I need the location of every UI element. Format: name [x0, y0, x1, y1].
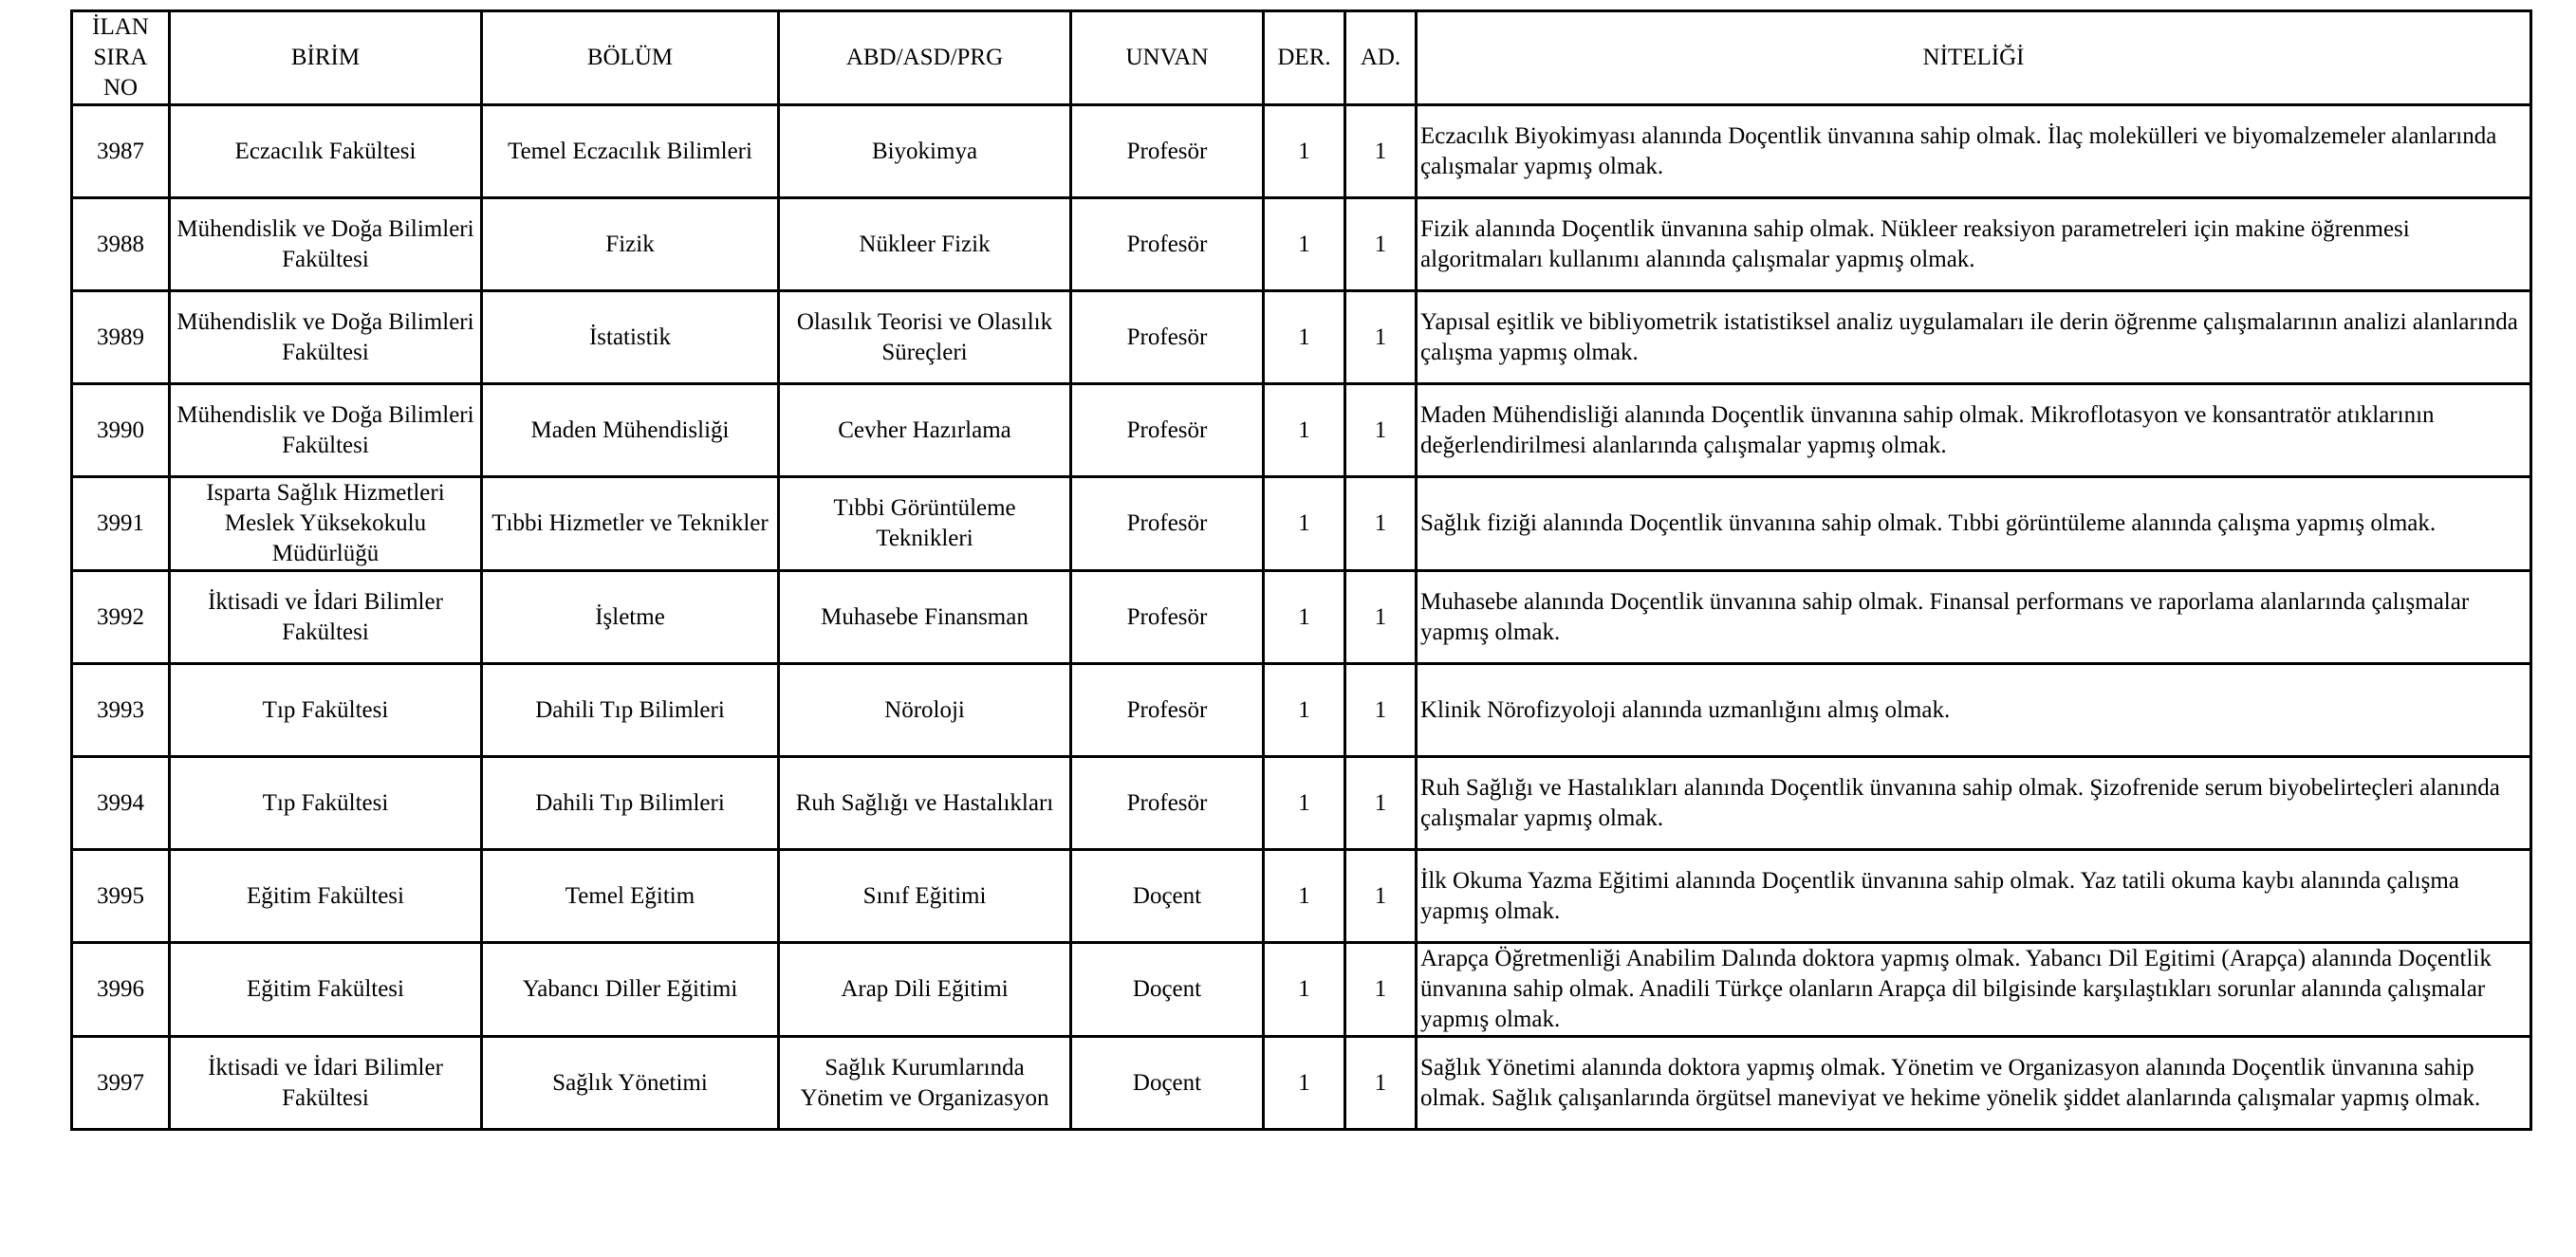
- cell-unvan: Profesör: [1071, 757, 1264, 850]
- cell-bolum: Sağlık Yönetimi: [482, 1037, 779, 1130]
- cell-unvan: Profesör: [1071, 105, 1264, 198]
- cell-birim: Isparta Sağlık Hizmetleri Meslek Yüksekokulu Müdürlüğü: [170, 477, 482, 571]
- cell-nitelik: Muhasebe alanında Doçentlik ünvanına sahip olmak. Finansal performans ve raporlama alanlarında çalışmalar yapmış olmak.: [1417, 571, 2531, 664]
- cell-ad: 1: [1345, 384, 1417, 477]
- cell-bolum: Temel Eğitim: [482, 850, 779, 943]
- cell-abd: Muhasebe Finansman: [779, 571, 1071, 664]
- cell-abd: Sınıf Eğitimi: [779, 850, 1071, 943]
- cell-ilan-no: 3992: [72, 571, 170, 664]
- cell-ad: 1: [1345, 571, 1417, 664]
- table-row: [72, 664, 2531, 757]
- table-row: [72, 198, 2531, 291]
- table-row: [72, 105, 2531, 198]
- cell-nitelik: Eczacılık Biyokimyası alanında Doçentlik ünvanına sahip olmak. İlaç molekülleri ve biyomalzemeler alanlarında çalışmalar yapmış olmak.: [1417, 105, 2531, 198]
- cell-ilan-no: 3993: [72, 664, 170, 757]
- cell-abd: Olasılık Teorisi ve Olasılık Süreçleri: [779, 291, 1071, 384]
- cell-der: 1: [1264, 571, 1345, 664]
- cell-birim: İktisadi ve İdari Bilimler Fakültesi: [170, 571, 482, 664]
- cell-birim: Tıp Fakültesi: [170, 664, 482, 757]
- cell-nitelik: Klinik Nörofizyoloji alanında uzmanlığını almış olmak.: [1417, 664, 2531, 757]
- cell-der: 1: [1264, 105, 1345, 198]
- cell-bolum: İstatistik: [482, 291, 779, 384]
- cell-ad: 1: [1345, 943, 1417, 1037]
- cell-ilan-no: 3987: [72, 105, 170, 198]
- cell-ilan-no: 3996: [72, 943, 170, 1037]
- cell-birim: Mühendislik ve Doğa Bilimleri Fakültesi: [170, 198, 482, 291]
- cell-ad: 1: [1345, 664, 1417, 757]
- table-body: [72, 105, 2531, 1130]
- cell-unvan: Profesör: [1071, 198, 1264, 291]
- cell-abd: Tıbbi Görüntüleme Teknikleri: [779, 477, 1071, 571]
- cell-unvan: Profesör: [1071, 477, 1264, 571]
- cell-birim: Eğitim Fakültesi: [170, 850, 482, 943]
- table-row: [72, 571, 2531, 664]
- cell-bolum: Yabancı Diller Eğitimi: [482, 943, 779, 1037]
- cell-nitelik: Yapısal eşitlik ve bibliyometrik istatistiksel analiz uygulamaları ile derin öğrenme çalışmalarının analizi alanlarında çalışma yapmış olmak.: [1417, 291, 2531, 384]
- cell-ad: 1: [1345, 291, 1417, 384]
- header-birim: BİRİM: [170, 11, 482, 105]
- cell-abd: Nöroloji: [779, 664, 1071, 757]
- header-row: [72, 11, 2531, 105]
- cell-bolum: Temel Eczacılık Bilimleri: [482, 105, 779, 198]
- cell-der: 1: [1264, 198, 1345, 291]
- table-row: [72, 850, 2531, 943]
- cell-abd: Nükleer Fizik: [779, 198, 1071, 291]
- cell-ad: 1: [1345, 850, 1417, 943]
- cell-unvan: Doçent: [1071, 1037, 1264, 1130]
- cell-unvan: Doçent: [1071, 850, 1264, 943]
- cell-unvan: Profesör: [1071, 664, 1264, 757]
- table-row: [72, 757, 2531, 850]
- cell-bolum: Tıbbi Hizmetler ve Teknikler: [482, 477, 779, 571]
- cell-nitelik: Ruh Sağlığı ve Hastalıkları alanında Doçentlik ünvanına sahip olmak. Şizofrenide serum biyobelirteçleri alanında çalışmalar yapmış olmak.: [1417, 757, 2531, 850]
- cell-ilan-no: 3994: [72, 757, 170, 850]
- table-row: [72, 291, 2531, 384]
- cell-ilan-no: 3990: [72, 384, 170, 477]
- cell-birim: Eğitim Fakültesi: [170, 943, 482, 1037]
- cell-bolum: Maden Mühendisliği: [482, 384, 779, 477]
- cell-der: 1: [1264, 757, 1345, 850]
- cell-nitelik: Sağlık Yönetimi alanında doktora yapmış olmak. Yönetim ve Organizasyon alanında Doçentlik ünvanına sahip olmak. Sağlık çalışanlarında örgütsel maneviyat ve hekime yönelik şiddet alanlarında çalışmalar yapmış olmak.: [1417, 1037, 2531, 1130]
- header-bolum: BÖLÜM: [482, 11, 779, 105]
- cell-bolum: Dahili Tıp Bilimleri: [482, 664, 779, 757]
- cell-birim: Eczacılık Fakültesi: [170, 105, 482, 198]
- cell-nitelik: Arapça Öğretmenliği Anabilim Dalında doktora yapmış olmak. Yabancı Dil Egitimi (Arapça) alanında Doçentlik ünvanına sahip olmak. Anadili Türkçe olanların Arapça dil bilgisinde karşılaştıkları sorunlar alanında çalışmalar yapmış olmak.: [1417, 943, 2531, 1037]
- cell-unvan: Doçent: [1071, 943, 1264, 1037]
- cell-ad: 1: [1345, 477, 1417, 571]
- table-row: [72, 384, 2531, 477]
- table-row: [72, 477, 2531, 571]
- cell-der: 1: [1264, 1037, 1345, 1130]
- header-nitelik: NİTELİĞİ: [1417, 11, 2531, 105]
- cell-abd: Biyokimya: [779, 105, 1071, 198]
- header-ad: AD.: [1345, 11, 1417, 105]
- cell-bolum: Fizik: [482, 198, 779, 291]
- cell-nitelik: Sağlık fiziği alanında Doçentlik ünvanına sahip olmak. Tıbbi görüntüleme alanında çalışma yapmış olmak.: [1417, 477, 2531, 571]
- cell-unvan: Profesör: [1071, 571, 1264, 664]
- cell-birim: Tıp Fakültesi: [170, 757, 482, 850]
- cell-nitelik: İlk Okuma Yazma Eğitimi alanında Doçentlik ünvanına sahip olmak. Yaz tatili okuma kaybı alanında çalışma yapmış olmak.: [1417, 850, 2531, 943]
- header-unvan: UNVAN: [1071, 11, 1264, 105]
- cell-unvan: Profesör: [1071, 384, 1264, 477]
- cell-bolum: Dahili Tıp Bilimleri: [482, 757, 779, 850]
- cell-ilan-no: 3989: [72, 291, 170, 384]
- cell-der: 1: [1264, 943, 1345, 1037]
- table-row: [72, 1037, 2531, 1130]
- cell-unvan: Profesör: [1071, 291, 1264, 384]
- cell-nitelik: Fizik alanında Doçentlik ünvanına sahip olmak. Nükleer reaksiyon parametreleri için makine öğrenmesi algoritmaları kullanımı alanında çalışmalar yapmış olmak.: [1417, 198, 2531, 291]
- cell-ilan-no: 3988: [72, 198, 170, 291]
- cell-ad: 1: [1345, 757, 1417, 850]
- cell-ad: 1: [1345, 198, 1417, 291]
- cell-abd: Cevher Hazırlama: [779, 384, 1071, 477]
- cell-der: 1: [1264, 384, 1345, 477]
- cell-abd: Ruh Sağlığı ve Hastalıkları: [779, 757, 1071, 850]
- cell-ilan-no: 3991: [72, 477, 170, 571]
- cell-bolum: İşletme: [482, 571, 779, 664]
- cell-abd: Sağlık Kurumlarında Yönetim ve Organizasyon: [779, 1037, 1071, 1130]
- cell-ad: 1: [1345, 1037, 1417, 1130]
- header-der: DER.: [1264, 11, 1345, 105]
- cell-der: 1: [1264, 664, 1345, 757]
- cell-der: 1: [1264, 850, 1345, 943]
- table-row: [72, 943, 2531, 1037]
- cell-birim: İktisadi ve İdari Bilimler Fakültesi: [170, 1037, 482, 1130]
- header-ilan-sira-no: İLAN SIRA NO: [72, 11, 170, 105]
- job-listing-table: [70, 9, 2532, 1131]
- cell-ad: 1: [1345, 105, 1417, 198]
- cell-ilan-no: 3997: [72, 1037, 170, 1130]
- cell-nitelik: Maden Mühendisliği alanında Doçentlik ünvanına sahip olmak. Mikroflotasyon ve konsantratör atıklarının değerlendirilmesi alanlarında çalışmalar yapmış olmak.: [1417, 384, 2531, 477]
- cell-abd: Arap Dili Eğitimi: [779, 943, 1071, 1037]
- cell-birim: Mühendislik ve Doğa Bilimleri Fakültesi: [170, 291, 482, 384]
- cell-birim: Mühendislik ve Doğa Bilimleri Fakültesi: [170, 384, 482, 477]
- header-abd: ABD/ASD/PRG: [779, 11, 1071, 105]
- cell-ilan-no: 3995: [72, 850, 170, 943]
- cell-der: 1: [1264, 477, 1345, 571]
- cell-der: 1: [1264, 291, 1345, 384]
